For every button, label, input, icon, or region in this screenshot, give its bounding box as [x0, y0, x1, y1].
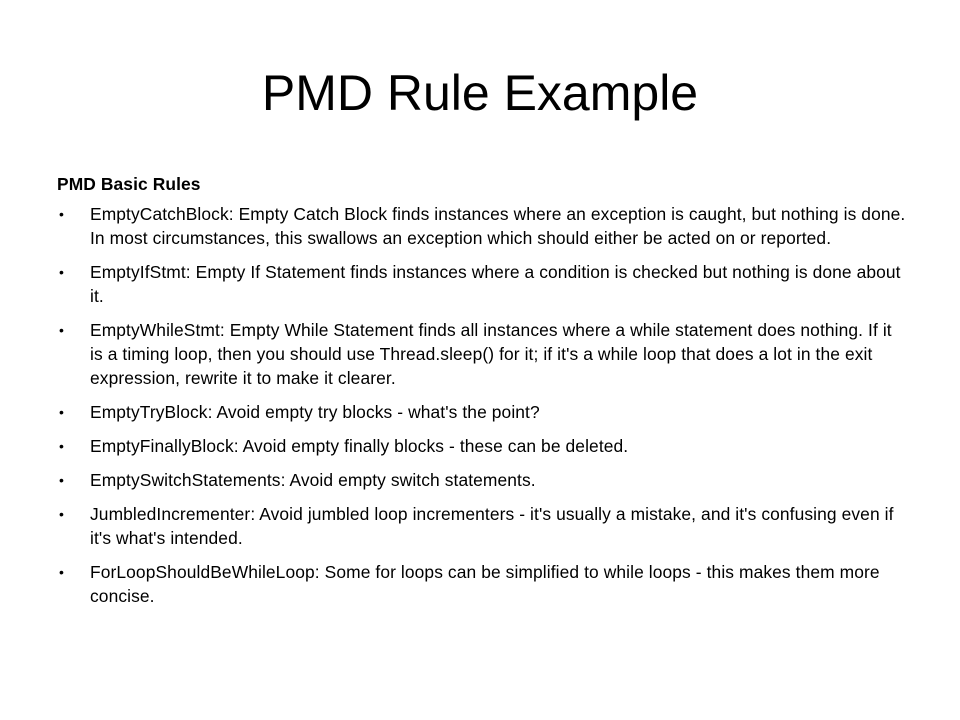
- list-item: [57, 260, 907, 308]
- rule-text: EmptyCatchBlock: Empty Catch Block finds instances where an exception is caught, but nothing is done. In most circumstances, this swallows an exception which should either be acted on or reported.: [90, 204, 906, 248]
- bullet-icon: •: [59, 404, 65, 420]
- rule-text: EmptySwitchStatements: Avoid empty switch statements.: [90, 470, 536, 490]
- rule-text: EmptyWhileStmt: Empty While Statement finds all instances where a while statement does nothing. If it is a timing loop, then you should use Thread.sleep() for it; if it's a while loop that does a lot in the exit expression, rewrite it to make it clearer.: [90, 320, 892, 388]
- rule-text: EmptyTryBlock: Avoid empty try blocks - what's the point?: [90, 402, 540, 422]
- rule-text: ForLoopShouldBeWhileLoop: Some for loops can be simplified to while loops - this makes them more concise.: [90, 562, 880, 606]
- list-item: [57, 560, 907, 608]
- bullet-icon: •: [59, 506, 65, 522]
- list-item: [57, 468, 907, 492]
- bullet-icon: •: [59, 206, 65, 222]
- slide-title: PMD Rule Example: [261, 65, 699, 121]
- list-item: [57, 400, 907, 424]
- list-item: [57, 202, 907, 250]
- rule-list: [57, 202, 907, 608]
- rule-text: EmptyIfStmt: Empty If Statement finds instances where a condition is checked but nothing is done about it.: [90, 262, 901, 306]
- list-item: [57, 502, 907, 550]
- list-item: [57, 434, 907, 458]
- bullet-icon: •: [59, 322, 65, 338]
- slide-content: [57, 172, 907, 618]
- bullet-icon: •: [59, 564, 65, 580]
- bullet-icon: •: [59, 438, 65, 454]
- section-heading: PMD Basic Rules: [57, 174, 201, 194]
- rule-text: EmptyFinallyBlock: Avoid empty finally blocks - these can be deleted.: [90, 436, 629, 456]
- rule-text: JumbledIncrementer: Avoid jumbled loop incrementers - it's usually a mistake, and it's confusing even if it's what's intended.: [90, 504, 894, 548]
- bullet-icon: •: [59, 472, 65, 488]
- bullet-icon: •: [59, 264, 65, 280]
- list-item: [57, 318, 907, 390]
